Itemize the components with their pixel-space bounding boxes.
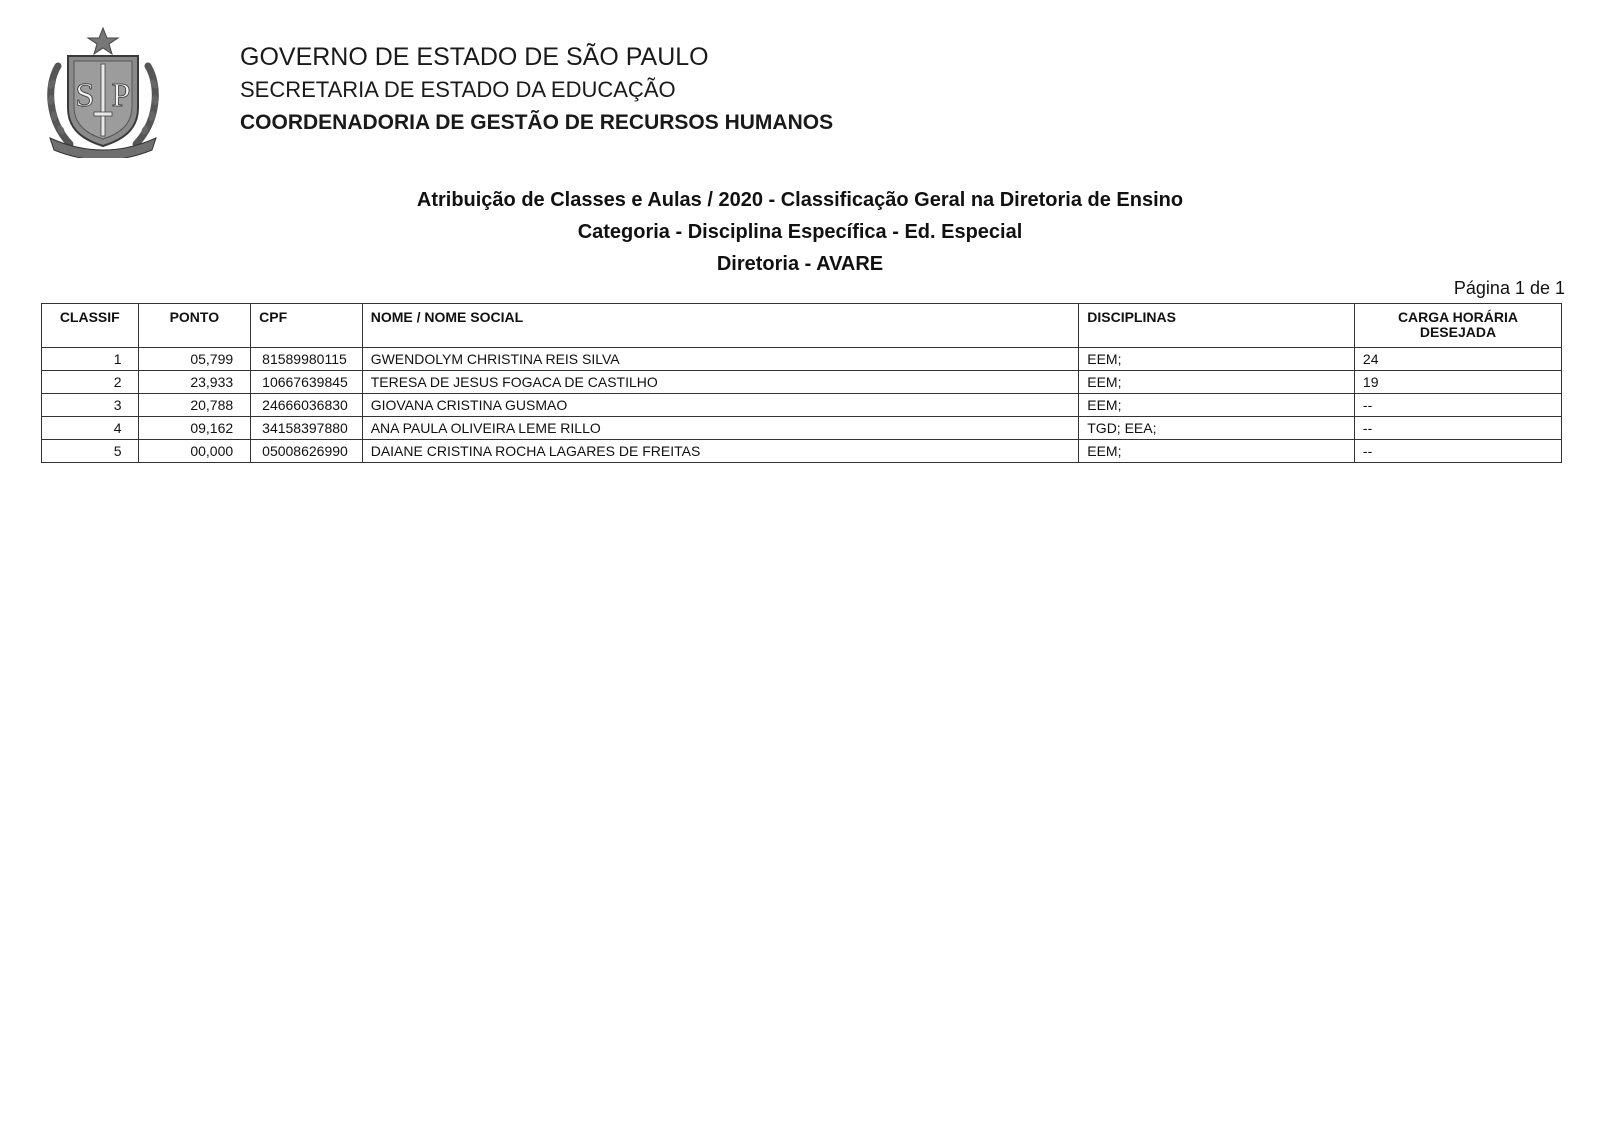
- table-row: [42, 348, 1562, 371]
- cell-carga: --: [1354, 440, 1561, 463]
- header-carga-line2: DESEJADA: [1419, 324, 1497, 340]
- table-row: [42, 417, 1562, 440]
- cell-disciplinas: EEM;: [1079, 394, 1355, 417]
- document-title: Atribuição de Classes e Aulas / 2020 - Classificação Geral na Diretoria de Ensino: [416, 189, 1184, 211]
- cell-disciplinas: TGD; EEA;: [1079, 417, 1355, 440]
- cell-classif: 1: [42, 348, 139, 371]
- cell-classif: 2: [42, 371, 139, 394]
- coordination-name: COORDENADORIA DE GESTÃO DE RECURSOS HUMANOS: [240, 111, 834, 134]
- svg-text:P: P: [111, 77, 131, 114]
- table-row: [42, 440, 1562, 463]
- header-disciplinas: DISCIPLINAS: [1079, 304, 1355, 348]
- cell-classif: 5: [42, 440, 139, 463]
- cell-classif: 3: [42, 394, 139, 417]
- header: [240, 42, 833, 136]
- cell-disciplinas: EEM;: [1079, 348, 1355, 371]
- classification-table: [41, 303, 1562, 463]
- cell-ponto: 23,933: [138, 371, 251, 394]
- cell-classif: 4: [42, 417, 139, 440]
- category-title: Categoria - Disciplina Específica - Ed. Especial: [577, 221, 1023, 243]
- cell-cpf: 24666036830: [251, 394, 363, 417]
- cell-carga: --: [1354, 417, 1561, 440]
- cell-cpf: 10667639845: [251, 371, 363, 394]
- table-header-row: [42, 304, 1562, 348]
- cell-nome: GWENDOLYM CHRISTINA REIS SILVA: [362, 348, 1079, 371]
- diretoria-title: Diretoria - AVARE: [716, 253, 884, 275]
- cell-nome: TERESA DE JESUS FOGACA DE CASTILHO: [362, 371, 1079, 394]
- cell-nome: DAIANE CRISTINA ROCHA LAGARES DE FREITAS: [362, 440, 1079, 463]
- cell-ponto: 00,000: [138, 440, 251, 463]
- svg-text:S: S: [75, 77, 95, 114]
- cell-cpf: 81589980115: [251, 348, 363, 371]
- coat-of-arms-icon: [44, 26, 162, 158]
- cell-nome: GIOVANA CRISTINA GUSMAO: [362, 394, 1079, 417]
- cell-ponto: 05,799: [138, 348, 251, 371]
- cell-cpf: 34158397880: [251, 417, 363, 440]
- header-carga-horaria: [1354, 304, 1561, 348]
- cell-carga: 24: [1354, 348, 1561, 371]
- header-carga-line1: CARGA HORÁRIA: [1397, 309, 1518, 325]
- cell-nome: ANA PAULA OLIVEIRA LEME RILLO: [362, 417, 1079, 440]
- table-row: [42, 394, 1562, 417]
- secretariat-name: SECRETARIA DE ESTADO DA EDUCAÇÃO: [240, 77, 676, 102]
- page-number: Página 1 de 1: [1453, 278, 1565, 298]
- header-classif: CLASSIF: [42, 304, 139, 348]
- header-cpf: CPF: [251, 304, 363, 348]
- cell-disciplinas: EEM;: [1079, 440, 1355, 463]
- cell-cpf: 05008626990: [251, 440, 363, 463]
- cell-disciplinas: EEM;: [1079, 371, 1355, 394]
- table-row: [42, 371, 1562, 394]
- cell-ponto: 09,162: [138, 417, 251, 440]
- government-name: GOVERNO DE ESTADO DE SÃO PAULO: [240, 43, 709, 71]
- header-nome: NOME / NOME SOCIAL: [362, 304, 1079, 348]
- header-ponto: PONTO: [138, 304, 251, 348]
- cell-carga: --: [1354, 394, 1561, 417]
- cell-carga: 19: [1354, 371, 1561, 394]
- cell-ponto: 20,788: [138, 394, 251, 417]
- document-titles: [0, 184, 1600, 280]
